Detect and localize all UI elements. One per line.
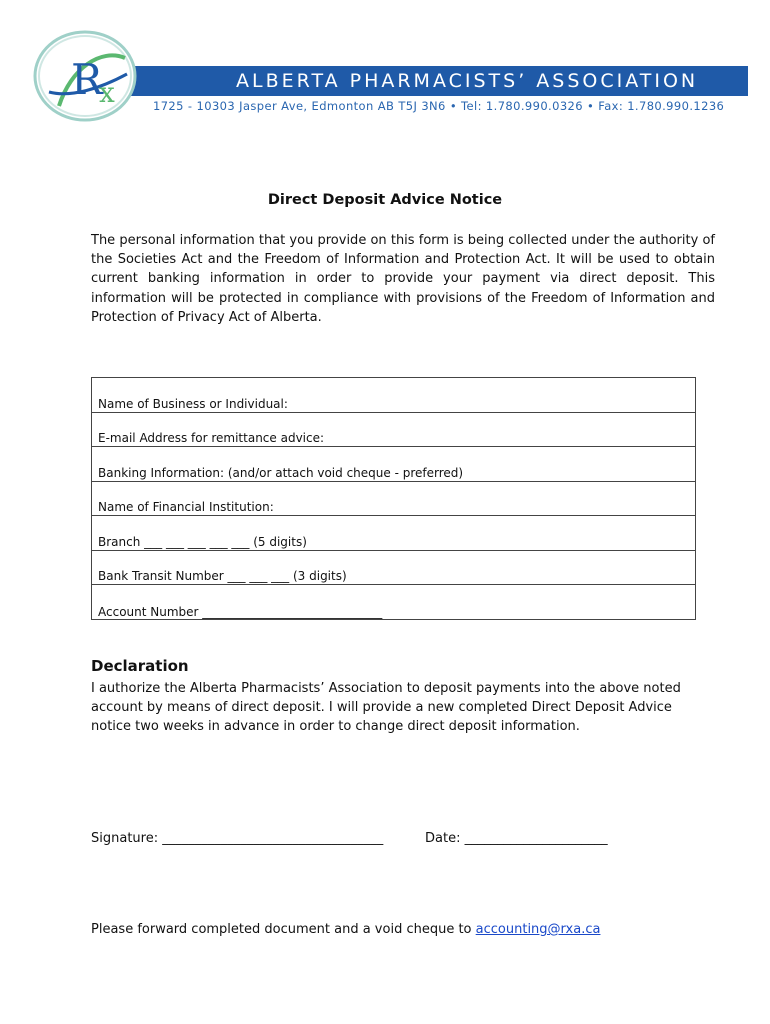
rx-logo xyxy=(31,28,139,124)
form-row-transit[interactable] xyxy=(92,551,695,586)
form-label: Name of Business or Individual: xyxy=(98,396,288,411)
signature-field[interactable]: Signature: __________________________________ xyxy=(91,831,384,846)
declaration-heading: Declaration xyxy=(91,657,189,675)
form-label: Banking Information: (and/or attach void cheque - preferred) xyxy=(98,465,464,480)
privacy-notice: The personal information that you provide on this form is being collected under the authority of the Societies Act and the Freedom of Information and Protection Act. It will be used to obtain current banking information in order to provide your payment via direct deposit. This information will be protected in compliance with provisions of the Freedom of Information and Protection of Privacy Act of Alberta. xyxy=(91,233,715,325)
form-label: Account Number ______________________________ xyxy=(98,604,383,619)
form-label: Name of Financial Institution: xyxy=(98,500,274,514)
date-field[interactable]: Date: ______________________ xyxy=(425,831,608,846)
form-row-email[interactable] xyxy=(92,413,695,448)
form-row-branch[interactable] xyxy=(92,516,695,551)
forwarding-text: Please forward completed document and a void cheque to xyxy=(91,922,476,937)
email-link[interactable]: accounting@rxa.ca xyxy=(475,922,601,937)
banking-form-table xyxy=(91,377,696,620)
organization-address: 1725 - 10303 Jasper Ave, Edmonton AB T5J 3N6 • Tel: 1.780.990.0326 • Fax: 1.780.990.1236 xyxy=(153,99,725,113)
organization-name: ALBERTA PHARMACISTS’ ASSOCIATION xyxy=(236,70,699,92)
logo-letter: R xyxy=(71,55,103,104)
form-label: Bank Transit Number ___ ___ ___ (3 digits) xyxy=(98,569,347,583)
logo-letter-x: x xyxy=(99,76,115,109)
form-label: Branch ___ ___ ___ ___ ___ (5 digits) xyxy=(98,534,307,549)
declaration-text: I authorize the Alberta Pharmacists’ Association to deposit payments into the above noted account by means of direct deposit. I will provide a new completed Direct Deposit Advice notice two weeks in advance in order to change direct deposit information. xyxy=(91,681,681,735)
form-row-name[interactable] xyxy=(92,378,695,413)
forwarding-instruction xyxy=(91,922,600,937)
form-row-institution[interactable] xyxy=(92,482,695,517)
form-row-account[interactable] xyxy=(92,585,695,620)
form-row-banking-info xyxy=(92,447,695,482)
page-title: Direct Deposit Advice Notice xyxy=(267,192,503,208)
form-label: E-mail Address for remittance advice: xyxy=(98,431,325,445)
